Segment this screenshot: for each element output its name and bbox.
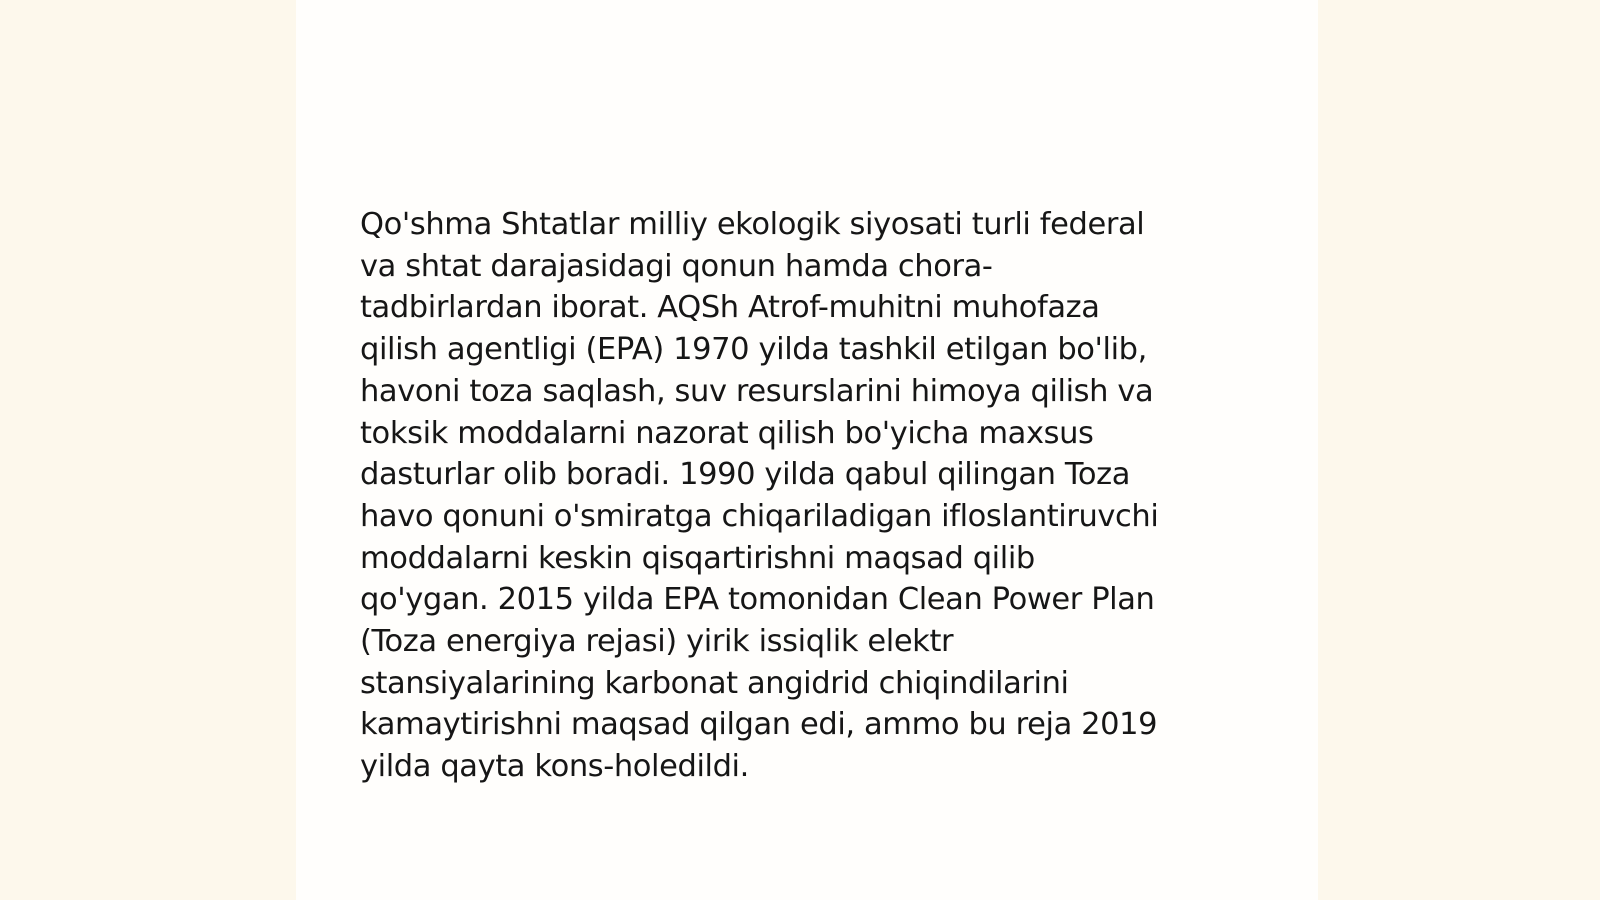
- paragraph-line: moddalarni keskin qisqartirishni maqsad qilib: [360, 540, 1035, 576]
- paragraph-line: havoni toza saqlash, suv resurslarini himoya qilish va: [360, 373, 1154, 409]
- paragraph-line: tadbirlardan iborat. AQSh Atrof-muhitni muhofaza: [360, 290, 1100, 326]
- paragraph-line: stansiyalarining karbonat angidrid chiqindilarini: [360, 665, 1069, 701]
- paragraph-line: qilish agentligi (EPA) 1970 yilda tashkil etilgan bo'lib,: [360, 332, 1147, 368]
- body-paragraph: [360, 204, 1260, 788]
- document-page: [296, 0, 1318, 900]
- paragraph-line: (Toza energiya rejasi) yirik issiqlik elektr: [360, 624, 954, 660]
- paragraph-line: qo'ygan. 2015 yilda EPA tomonidan Clean Power Plan: [360, 582, 1155, 618]
- paragraph-line: yilda qayta kons-holedildi.: [360, 749, 749, 785]
- paragraph-line: kamaytirishni maqsad qilgan edi, ammo bu reja 2019: [360, 707, 1158, 743]
- paragraph-line: toksik moddalarni nazorat qilish bo'yicha maxsus: [360, 415, 1094, 451]
- paragraph-line: havo qonuni o'smiratga chiqariladigan ifloslantiruvchi: [360, 498, 1159, 534]
- paragraph-line: Qo'shma Shtatlar milliy ekologik siyosati turli federal: [360, 207, 1145, 242]
- paragraph-line: va shtat darajasidagi qonun hamda chora-: [360, 248, 993, 284]
- paragraph-line: dasturlar olib boradi. 1990 yilda qabul qilingan Toza: [360, 457, 1131, 493]
